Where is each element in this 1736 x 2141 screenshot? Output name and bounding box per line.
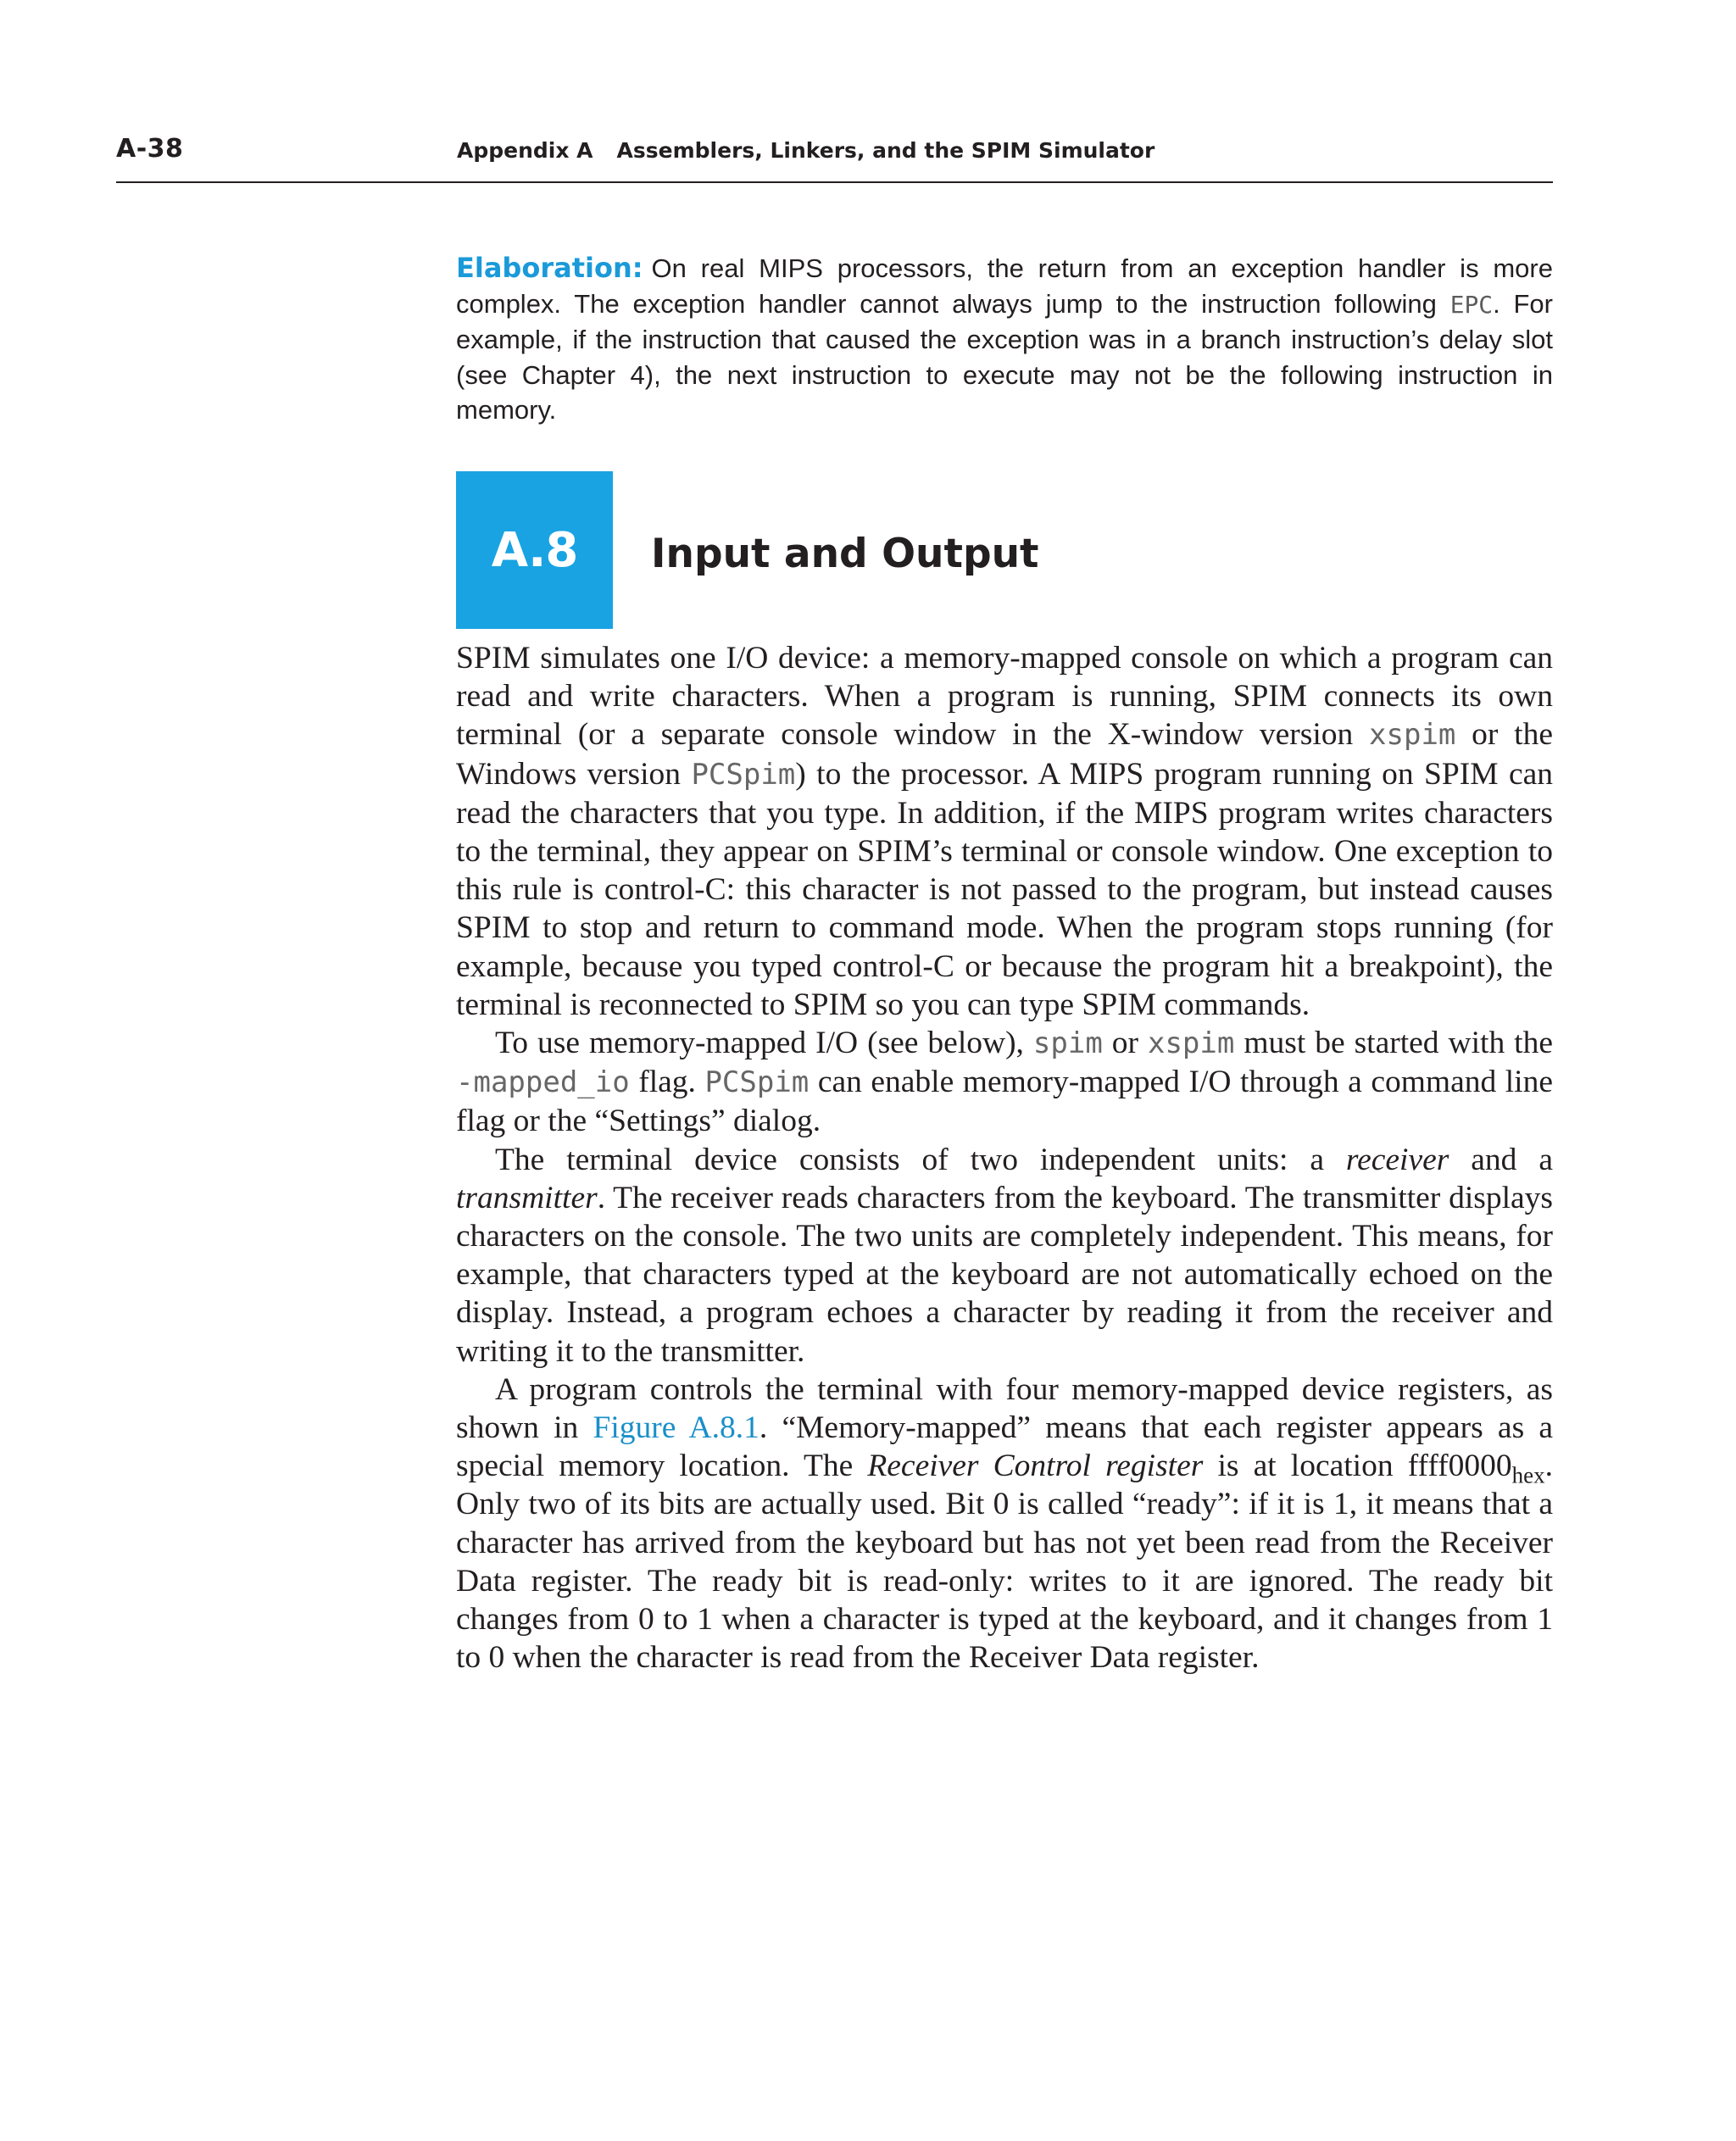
chapter-title: Assemblers, Linkers, and the SPIM Simulator bbox=[616, 138, 1155, 163]
appendix-label: Appendix A bbox=[457, 138, 593, 163]
text-run: . “Memory-mapped” means that each register appears as a special memory location. The bbox=[456, 1410, 1554, 1484]
term-receiver: receiver bbox=[1345, 1142, 1449, 1177]
code-xspim: xspim bbox=[1369, 718, 1456, 753]
code-pcspim: PCSpim bbox=[691, 757, 796, 792]
section-title: Input and Output bbox=[651, 531, 1039, 577]
text-run: or the Windows version bbox=[456, 717, 1553, 792]
code-pcspim: PCSpim bbox=[704, 1065, 810, 1100]
running-header bbox=[116, 131, 1553, 183]
figure-link[interactable]: Figure A.8.1 bbox=[593, 1410, 760, 1446]
text-run: A program controls the terminal with four memory-mapped device registers, as shown in bbox=[456, 1371, 1553, 1446]
text-run: The terminal device consists of two independent units: a bbox=[495, 1142, 1346, 1177]
text-run: must be started with the bbox=[1234, 1026, 1553, 1061]
text-run: flag. bbox=[629, 1065, 705, 1100]
code-mapped-io: -mapped_io bbox=[456, 1065, 630, 1100]
text-run: and a bbox=[1449, 1142, 1553, 1177]
running-title bbox=[457, 138, 1155, 163]
paragraph-1 bbox=[456, 639, 1553, 1024]
subscript-hex: hex bbox=[1511, 1462, 1545, 1488]
elaboration-text: . For example, if the instruction that caused the exception was in a branch instruction’s delay slot (see Chapter 4), the next instruction to execute may not be the following instruction in memory. bbox=[456, 288, 1553, 425]
text-run: or bbox=[1102, 1026, 1148, 1061]
paragraph-4 bbox=[456, 1371, 1553, 1677]
elaboration-label: Elaboration: bbox=[456, 252, 643, 284]
text-run: can enable memory-mapped I/O through a command line flag or the “Settings” dialog. bbox=[456, 1065, 1553, 1139]
section-number-box bbox=[456, 471, 613, 629]
paragraph-3 bbox=[456, 1141, 1553, 1371]
term-receiver-control: Receiver Control register bbox=[867, 1449, 1204, 1484]
text-run: is at location ffff0000 bbox=[1203, 1449, 1512, 1484]
text-run: . The receiver reads characters from the keyboard. The transmitter displays characters on the console. The two units are completely independent. This means, for example, that characters typed at the keyboard are not automatically echoed on the display. Instead, a program echoes a character by reading it from the receiver and writing it to the transmitter. bbox=[456, 1180, 1553, 1369]
text-run: SPIM simulates one I/O device: a memory-mapped console on which a program can read and write characters. When a program is running, SPIM connects its own terminal (or a separate console window in the X-window version bbox=[456, 641, 1553, 753]
elaboration-note bbox=[456, 251, 1553, 428]
text-run: ) to the processor. A MIPS program running on SPIM can read the characters that you type. In addition, if the MIPS program writes characters to the terminal, they appear on SPIM’s terminal or console window. One exception to this rule is control-C: this character is not passed to the program, but instead causes SPIM to stop and return to command mode. When the program stops running (for example, because you typed control-C or because the program hit a breakpoint), the terminal is reconnected to SPIM so you can type SPIM commands. bbox=[456, 756, 1553, 1022]
page-number: A-38 bbox=[116, 134, 184, 164]
body-text bbox=[456, 639, 1553, 1677]
code-epc: EPC bbox=[1449, 290, 1494, 319]
text-run: . Only two of its bits are actually used. Bit 0 is called “ready”: if it is 1, it means that a character has arrived from the keyboard but has not yet been read from the Receiver Data register. The ready bit is read-only: writes to it are ignored. The ready bit changes from 0 to 1 when a character is typed at the keyboard, and it changes from 1 to 0 when the character is read from the Receiver Data register. bbox=[456, 1449, 1553, 1676]
elaboration-text: On real MIPS processors, the return from an exception handler is more complex. The exception handler cannot always jump to the instruction following bbox=[456, 253, 1553, 319]
code-xspim: xspim bbox=[1147, 1026, 1235, 1061]
term-transmitter: transmitter bbox=[456, 1180, 598, 1215]
section-number: A.8 bbox=[491, 522, 578, 578]
paragraph-2 bbox=[456, 1024, 1553, 1141]
code-spim: spim bbox=[1032, 1026, 1103, 1061]
text-run: To use memory-mapped I/O (see below), bbox=[495, 1026, 1033, 1061]
